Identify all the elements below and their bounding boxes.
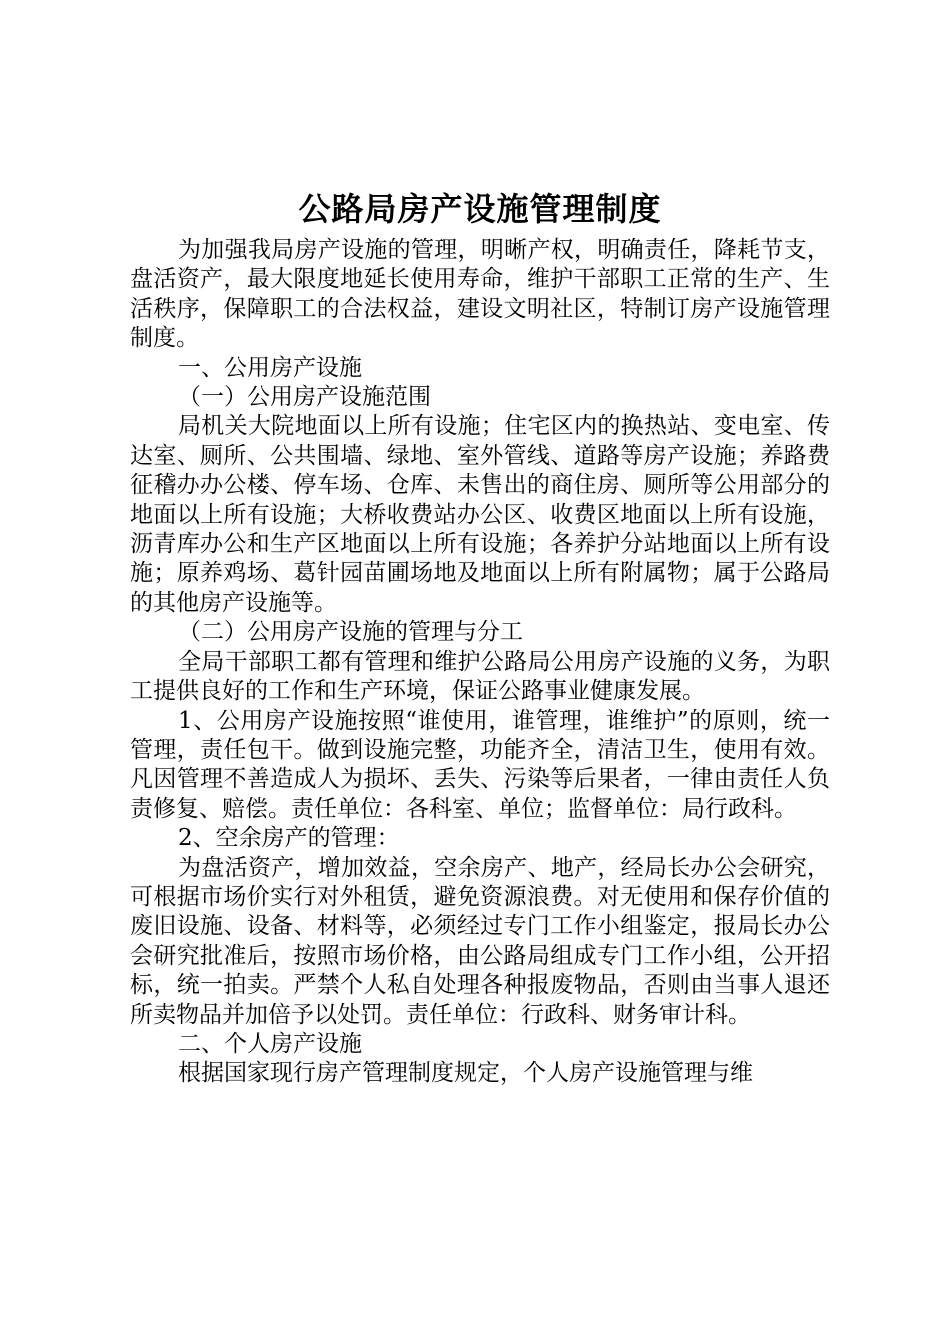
personal-property-paragraph: 根据国家现行房产管理制度规定，个人房产设施管理与维 — [178, 1060, 753, 1087]
vacant-property-paragraph: 为盘活资产，增加效益，空余房产、地产，经局长办公会研究，可根据市场价实行对外租赁，避免资源浪费。对无使用和保存价值的废旧设施、设备、材料等，必须经过专门工作小组鉴定，报局长办公会研究批准后，按照市场价格，由公路局组成专门工作小组，公开招标，统一拍卖。严禁个人私自处理各种报废物品，否则由当事人退还所卖物品并加倍予以处罚。责任单位：行政科、财务审计科。 — [130, 854, 830, 1028]
rule-1-paragraph: 1、公用房产设施按照“谁使用，谁管理，谁维护”的原则，统一管理，责任包干。做到设施完整，功能齐全，清洁卫生，使用有效。凡因管理不善造成人为损坏、丢失、污染等后果者，一律由责任人负责修复、赔偿。责任单位：各科室、单位；监督单位：局行政科。 — [130, 707, 830, 822]
intro-paragraph: 为加强我局房产设施的管理，明晰产权，明确责任，降耗节支，盘活资产，最大限度地延长使用寿命，维护干部职工正常的生产、生活秩序，保障职工的合法权益，建设文明社区，特制订房产设施管理制度。 — [130, 237, 830, 352]
document-page — [130, 188, 830, 1089]
section-heading-personal: 二、个人房产设施 — [178, 1030, 362, 1057]
duty-paragraph: 全局干部职工都有管理和维护公路局公用房产设施的义务，为职工提供良好的工作和生产环境，保证公路事业健康发展。 — [130, 648, 830, 705]
subsection-heading-scope: （一）公用房产设施范围 — [178, 384, 431, 411]
document-title: 公路局房产设施管理制度 — [298, 190, 662, 228]
section-heading-public: 一、公用房产设施 — [178, 354, 362, 381]
rule-2-heading: 2、空余房产的管理： — [178, 825, 400, 852]
subsection-heading-management: （二）公用房产设施的管理与分工 — [178, 619, 523, 646]
scope-paragraph: 局机关大院地面以上所有设施；住宅区内的换热站、变电室、传达室、厕所、公共围墙、绿地、室外管线、道路等房产设施；养路费征稽办办公楼、停车场、仓库、未售出的商住房、厕所等公用部分的地面以上所有设施；大桥收费站办公区、收费区地面以上所有设施，沥青库办公和生产区地面以上所有设施；各养护分站地面以上所有设施；原养鸡场、葛针园苗圃场地及地面以上所有附属物；属于公路局的其他房产设施等。 — [130, 413, 830, 616]
